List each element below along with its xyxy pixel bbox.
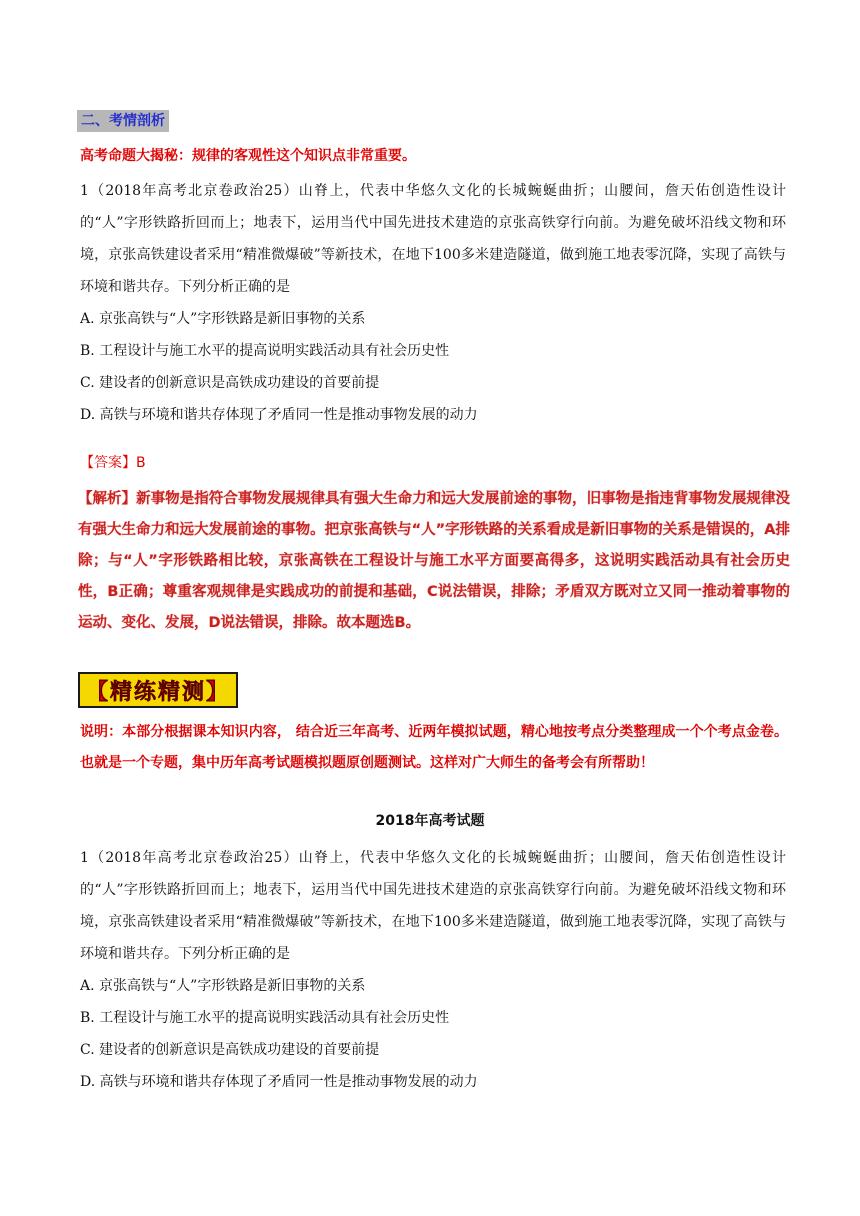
section-heading: 二、考情剖析 [77,110,169,132]
option-c: C. 建设者的创新意识是高铁成功建设的首要前提 [80,1042,380,1058]
analysis-text: 【解析】新事物是指符合事物发展规律具有强大生命力和远大发展前途的事物，旧事物是指违背事物发展规律没有强大生命力和远大发展前途的事物。把京张高铁与“人”字形铁路的关系看成是新旧事物的关系是错误的，A排除；与“人”字形铁路相比较，京张高铁在工程设计与施工水平方面要高得多，这说明实践活动具有社会历史性，B正确；尊重客观规律是实践成功的前提和基础，C说法错误，排除；矛盾双方既对立又同一推动着事物的运动、变化、发展，D说法错误，排除。故本题选B。 [78,491,790,631]
option-b: B. 工程设计与施工水平的提高说明实践活动具有社会历史性 [80,1010,450,1026]
practice-banner [78,672,238,708]
option-a: A. 京张高铁与“人”字形铁路是新旧事物的关系 [80,978,366,994]
banner-text: 【精练精测】 [85,679,230,705]
question-stem: 1（2018年高考北京卷政治25）山脊上，代表中华悠久文化的长城蜿蜒曲折；山腰间，詹天佑创造性设计的“人”字形铁路折回而上；地表下，运用当代中国先进技术建造的京张高铁穿行向前。为避免破坏沿线文物和环境，京张高铁建设者采用“精准微爆破”等新技术，在地下100多米建造隧道，做到施工地表零沉降，实现了高铁与环境和谐共存。下列分析正确的是 [80,183,786,295]
option-d: D. 高铁与环境和谐共存体现了矛盾同一性是推动事物发展的动力 [80,1074,478,1090]
option-a: A. 京张高铁与“人”字形铁路是新旧事物的关系 [80,311,366,327]
answer-label: 【答案】B [80,455,146,471]
question-block-1 [80,175,786,431]
question-stem: 1（2018年高考北京卷政治25）山脊上，代表中华悠久文化的长城蜿蜒曲折；山腰间，詹天佑创造性设计的“人”字形铁路折回而上；地表下，运用当代中国先进技术建造的京张高铁穿行向前。为避免破坏沿线文物和环境，京张高铁建设者采用“精准微爆破”等新技术，在地下100多米建造隧道，做到施工地表零沉降，实现了高铁与环境和谐共存。下列分析正确的是 [80,850,786,962]
option-c: C. 建设者的创新意识是高铁成功建设的首要前提 [80,375,380,391]
section-title: 2018年高考试题 [375,813,485,829]
explanation-note: 说明：本部分根据课本知识内容， 结合近三年高考、近两年模拟试题，精心地按考点分类整理成一个个考点金卷。也就是一个专题，集中历年高考试题模拟题原创题测试。这样对广大师生的备考会有所帮助！ [80,724,788,771]
question-block-2 [80,842,786,1098]
exam-analysis-subtitle: 高考命题大揭秘：规律的客观性这个知识点非常重要。 [80,148,416,164]
option-d: D. 高铁与环境和谐共存体现了矛盾同一性是推动事物发展的动力 [80,407,478,423]
option-b: B. 工程设计与施工水平的提高说明实践活动具有社会历史性 [80,343,450,359]
